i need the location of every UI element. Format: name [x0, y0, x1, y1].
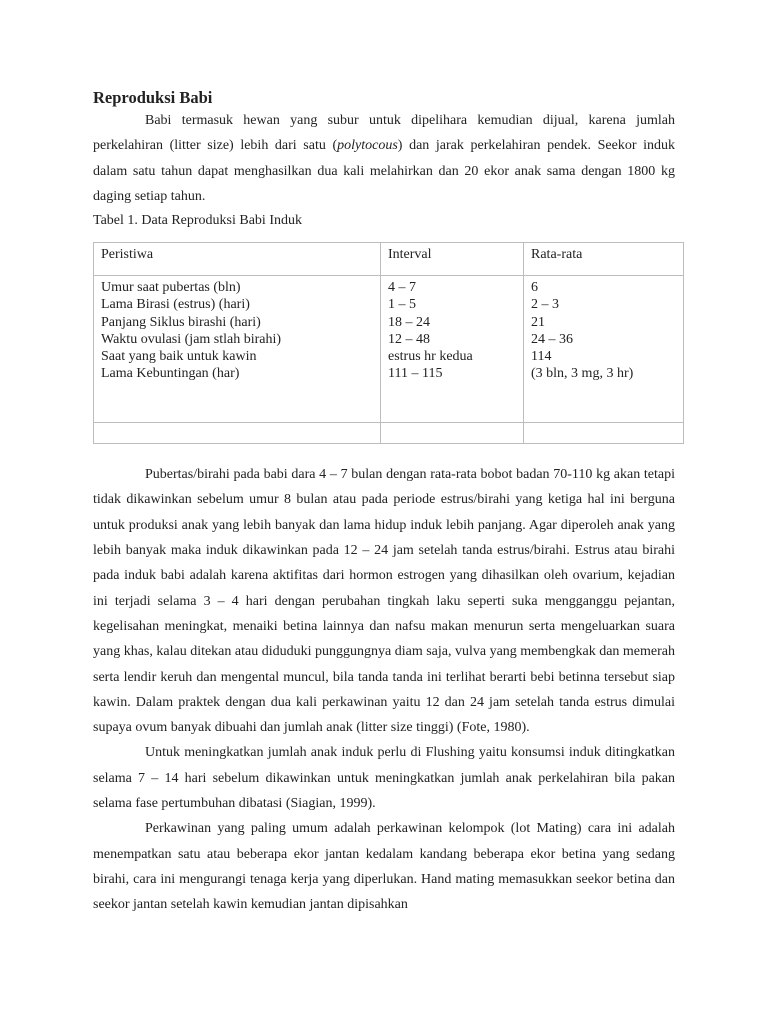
- rata-rata-line: 6: [531, 280, 538, 296]
- body-paragraph: Pubertas/birahi pada babi dara 4 – 7 bulan dengan rata-rata bobot badan 70-110 kg akan tetapi tidak dikawinkan sebelum umur 8 bulan atau pada periode estrus/birahi yang ketiga hal ini berguna untuk produksi anak yang lebih banyak dan lama hidup induk lebih panjang. Agar diperoleh anak yang lebih banyak maka induk dikawinkan pada 12 – 24 jam setelah tanda estrus/birahi. Estrus atau birahi pada induk babi adalah karena aktifitas dari hormon estrogen yang dihasilkan oleh ovarium, kejadian ini terjadi selama 3 – 4 hari dengan perubahan tingkah laku seperti suka mengganggu pejantan, kegelisahan meningkat, menaiki betina lainnya dan nafsu makan menurun serta mengeluarkan suara yang khas, kalau ditekan atau diduduki punggungnya diam saja, vulva yang membengkak dan memerah serta lendir keruh dan mengental muncul, bila tanda tanda ini terlihat berarti bebi betinna tersebut siap kawin. Dalam praktek dengan dua kali perkawinan yaitu 12 dan 24 jam setelah tanda estrus dimulai supaya ovum banyak dibuahi dan jumlah anak (litter size tinggi) (Fote, 1980).: [93, 467, 676, 736]
- empty-cell: [94, 423, 381, 444]
- header-rata-rata: Rata-rata: [524, 243, 684, 276]
- rata-rata-line: (3 bln, 3 mg, 3 hr): [531, 366, 634, 382]
- empty-cell: [524, 423, 684, 444]
- rata-rata-line: 2 – 3: [531, 297, 559, 313]
- body-paragraph: Perkawinan yang paling umum adalah perkawinan kelompok (lot Mating) cara ini adalah menempatkan satu atau beberapa ekor jantan kedalam kandang beberapa ekor betina yang sedang birahi, cara ini mengurangi tenaga kerja yang diperlukan. Hand mating memasukkan seekor betina dan seekor jantan setelah kawin kemudian jantan dipisahkan: [93, 821, 675, 913]
- reproduction-table: [93, 242, 684, 444]
- intro-text-after: ) dan jarak perkelahiran pendek. Seekor induk dalam satu tahun dapat menghasilkan dua kali melahirkan dan 20 ekor anak sama dengan 1800 kg daging setiap tahun.: [93, 138, 675, 204]
- intro-italic-term: polytocous: [337, 138, 398, 154]
- section-heading: Reproduksi Babi: [93, 88, 213, 107]
- table-empty-row: [94, 423, 684, 444]
- spacer: [93, 444, 675, 462]
- header-peristiwa: Peristiwa: [94, 243, 381, 276]
- header-interval: Interval: [381, 243, 524, 276]
- table-caption: Tabel 1. Data Reproduksi Babi Induk: [93, 213, 302, 229]
- empty-cell: [381, 423, 524, 444]
- interval-line: 111 – 115: [388, 366, 443, 382]
- body-paragraph: Untuk meningkatkan jumlah anak induk perlu di Flushing yaitu konsumsi induk ditingkatkan selama 7 – 14 hari sebelum dikawinkan untuk meningkatkan jumlah anak perkelahiran bila pakan selama fase pertumbuhan dibatasi (Siagian, 1999).: [93, 745, 675, 812]
- peristiwa-line: Saat yang baik untuk kawin: [101, 349, 257, 364]
- peristiwa-line: Lama Birasi (estrus) (hari): [101, 297, 250, 313]
- peristiwa-line: Umur saat pubertas (bln): [101, 280, 241, 296]
- peristiwa-line: Panjang Siklus birashi (hari): [101, 314, 261, 330]
- peristiwa-line: Lama Kebuntingan (har): [101, 366, 240, 382]
- interval-line: 12 – 48: [388, 331, 430, 347]
- intro-text-before: Babi termasuk hewan yang subur untuk dipelihara kemudian dijual, karena jumlah perkelahiran (litter size) lebih dari satu (: [93, 113, 675, 154]
- peristiwa-line: Waktu ovulasi (jam stlah birahi): [101, 331, 282, 347]
- interval-line: estrus hr kedua: [388, 349, 473, 364]
- rata-rata-line: 114: [531, 349, 552, 364]
- interval-line: 1 – 5: [388, 297, 416, 313]
- cell-peristiwa: [94, 276, 381, 423]
- document-content: [93, 88, 675, 918]
- cell-interval: [381, 276, 524, 423]
- interval-line: 18 – 24: [388, 314, 430, 330]
- intro-paragraph: [93, 108, 675, 209]
- table-row: [94, 276, 684, 423]
- table-header-row: [94, 243, 684, 276]
- interval-line: 4 – 7: [388, 280, 416, 296]
- rata-rata-line: 21: [531, 314, 545, 330]
- rata-rata-line: 24 – 36: [531, 331, 573, 347]
- cell-rata-rata: [524, 276, 684, 423]
